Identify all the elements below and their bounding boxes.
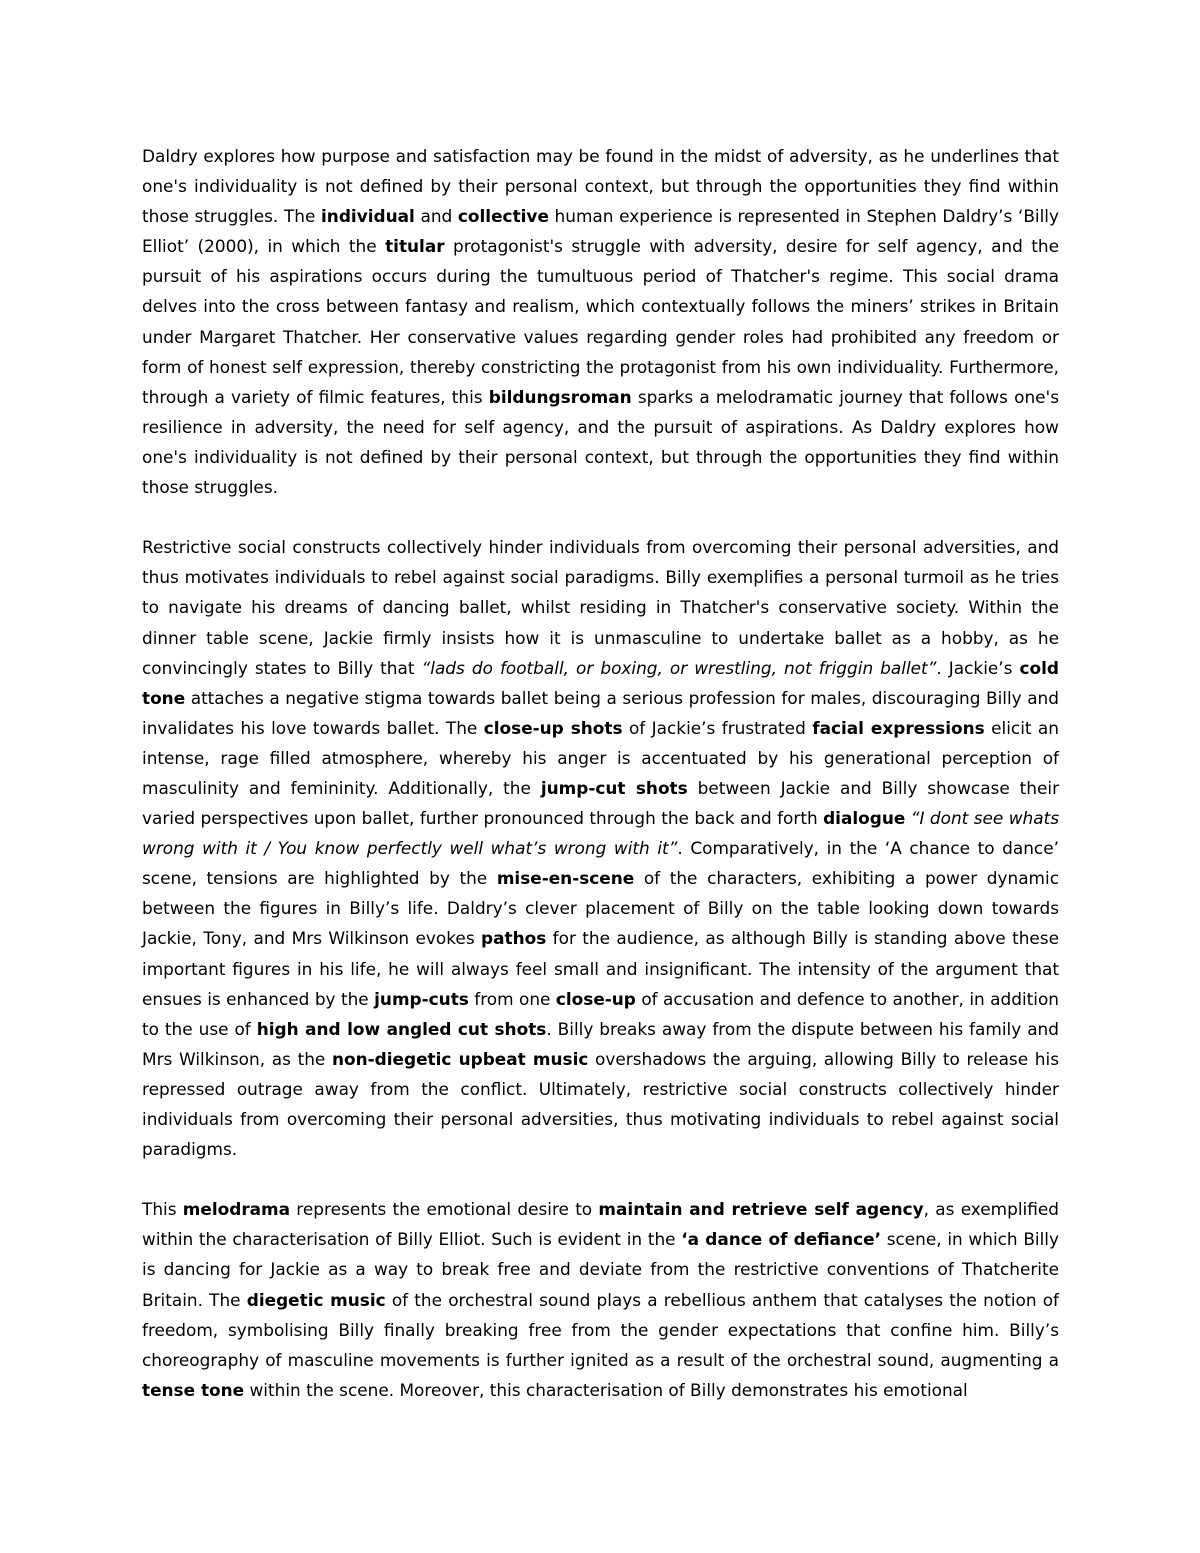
bold-text-run: jump-cuts <box>374 988 469 1009</box>
bold-text-run: close-up shots <box>483 717 623 738</box>
text-run: . Comparatively, in the ‘A chance to dance’ scene, tensions are highlighted by the <box>142 838 1059 889</box>
bold-text-run: close-up <box>555 988 636 1009</box>
bold-text-run: jump-cut shots <box>540 777 688 798</box>
bold-text-run: facial expressions <box>812 717 985 738</box>
bold-text-run: high and low angled cut shots <box>256 1018 547 1039</box>
text-run: protagonist's struggle with adversity, desire for self agency, and the pursuit of his aspirations occurs during the tumultuous period of Thatcher's regime. This social drama delves into the cross between fantasy and realism, which contextually follows the miners’ strikes in Britain under Margaret Thatcher. Her conservative values regarding gender roles had prohibited any freedom or form of honest self expression, thereby constricting the protagonist from his own individuality. Furthermore, through a variety of filmic features, this <box>142 236 1060 407</box>
bold-text-run: melodrama <box>182 1199 291 1220</box>
text-run: . Billy breaks away from the dispute between his family and Mrs Wilkinson, as the <box>142 1018 1059 1069</box>
text-run: Daldry explores how purpose and satisfaction may be found in the midst of adversity, as he underlines that one's individuality is not defined by their personal context, but through the opportunities they find within those struggles. The <box>142 146 1059 227</box>
text-run: scene, in which Billy is dancing for Jackie as a way to break free and deviate from the restrictive conventions of Thatcherite Britain. The <box>142 1229 1059 1310</box>
text-run: for the audience, as although Billy is standing above these important figures in his life, he will always feel small and insignificant. The intensity of the argument that ensues is enhanced by the <box>142 928 1059 1009</box>
bold-text-run: individual <box>321 206 415 227</box>
italic-quote-run: “lads do football, or boxing, or wrestling, not friggin ballet” <box>421 657 937 678</box>
text-run: from one <box>468 988 556 1009</box>
paragraph-1 <box>142 141 1059 502</box>
italic-quote-run: “I dont see whats wrong with it / You know perfectly well what’s wrong with it” <box>142 808 1059 859</box>
bold-text-run: collective <box>457 206 549 227</box>
bold-text-run: tense tone <box>142 1379 245 1400</box>
text-run: represents the emotional desire to <box>290 1199 599 1220</box>
bold-text-run: mise-en-scene <box>496 868 635 889</box>
bold-text-run: ‘a dance of defiance’ <box>681 1229 881 1250</box>
paragraph-3 <box>142 1194 1059 1405</box>
text-run: Restrictive social constructs collectively hinder individuals from overcoming their personal adversities, and thus motivates individuals to rebel against social paradigms. Billy exemplifies a personal turmoil as he tries to navigate his dreams of dancing ballet, whilst residing in Thatcher's conservative society. Within the dinner table scene, Jackie firmly insists how it is unmasculine to undertake ballet as a hobby, as he convincingly states to Billy that <box>142 537 1059 678</box>
text-run: within the scene. Moreover, this characterisation of Billy demonstrates his emotional <box>244 1379 968 1400</box>
text-run: of accusation and defence to another, in addition to the use of <box>142 988 1059 1039</box>
bold-text-run: pathos <box>481 928 547 949</box>
text-run: , as exemplified within the characterisation of Billy Elliot. Such is evident in the <box>142 1199 1059 1250</box>
bold-text-run: bildungsroman <box>488 386 632 407</box>
paragraph-2 <box>142 532 1059 1164</box>
text-run: . Jackie’s <box>936 657 1020 678</box>
text-run: elicit an intense, rage filled atmosphere, whereby his anger is accentuated by his generational perception of masculinity and femininity. Additionally, the <box>142 717 1059 798</box>
bold-text-run: non-diegetic upbeat music <box>331 1048 589 1069</box>
bold-text-run: cold tone <box>142 657 1059 708</box>
text-run: attaches a negative stigma towards ballet being a serious profession for males, discouraging Billy and invalidates his love towards ballet. The <box>142 687 1059 738</box>
text-run: sparks a melodramatic journey that follows one's resilience in adversity, the need for self agency, and the pursuit of aspirations. As Daldry explores how one's individuality is not defined by their personal context, but through the opportunities they find within those struggles. <box>142 386 1059 498</box>
bold-text-run: diegetic music <box>246 1289 386 1310</box>
text-run: overshadows the arguing, allowing Billy to release his repressed outrage away from the conflict. Ultimately, restrictive social constructs collectively hinder individuals from overcoming their personal adversities, thus motivating individuals to rebel against social paradigms. <box>142 1048 1059 1160</box>
text-run: and <box>414 206 458 227</box>
text-run: human experience is represented in Stephen Daldry’s ‘Billy Elliot’ (2000), in which the <box>142 206 1059 257</box>
bold-text-run: maintain and retrieve self agency <box>598 1199 924 1220</box>
bold-text-run: titular <box>385 236 445 257</box>
text-run: of the characters, exhibiting a power dynamic between the figures in Billy’s life. Daldry’s clever placement of Billy on the table looking down towards Jackie, Tony, and Mrs Wilkinson evokes <box>142 868 1059 949</box>
text-run: between Jackie and Billy showcase their varied perspectives upon ballet, further pronounced through the back and forth <box>142 777 1060 829</box>
text-run: This <box>142 1199 183 1220</box>
document-body <box>142 141 1059 1405</box>
text-run: of the orchestral sound plays a rebellious anthem that catalyses the notion of freedom, symbolising Billy finally breaking free from the gender expectations that confine him. Billy’s choreography of masculine movements is further ignited as a result of the orchestral sound, augmenting a <box>142 1289 1060 1370</box>
bold-text-run: dialogue <box>823 808 906 829</box>
text-run: of Jackie’s frustrated <box>622 717 813 738</box>
